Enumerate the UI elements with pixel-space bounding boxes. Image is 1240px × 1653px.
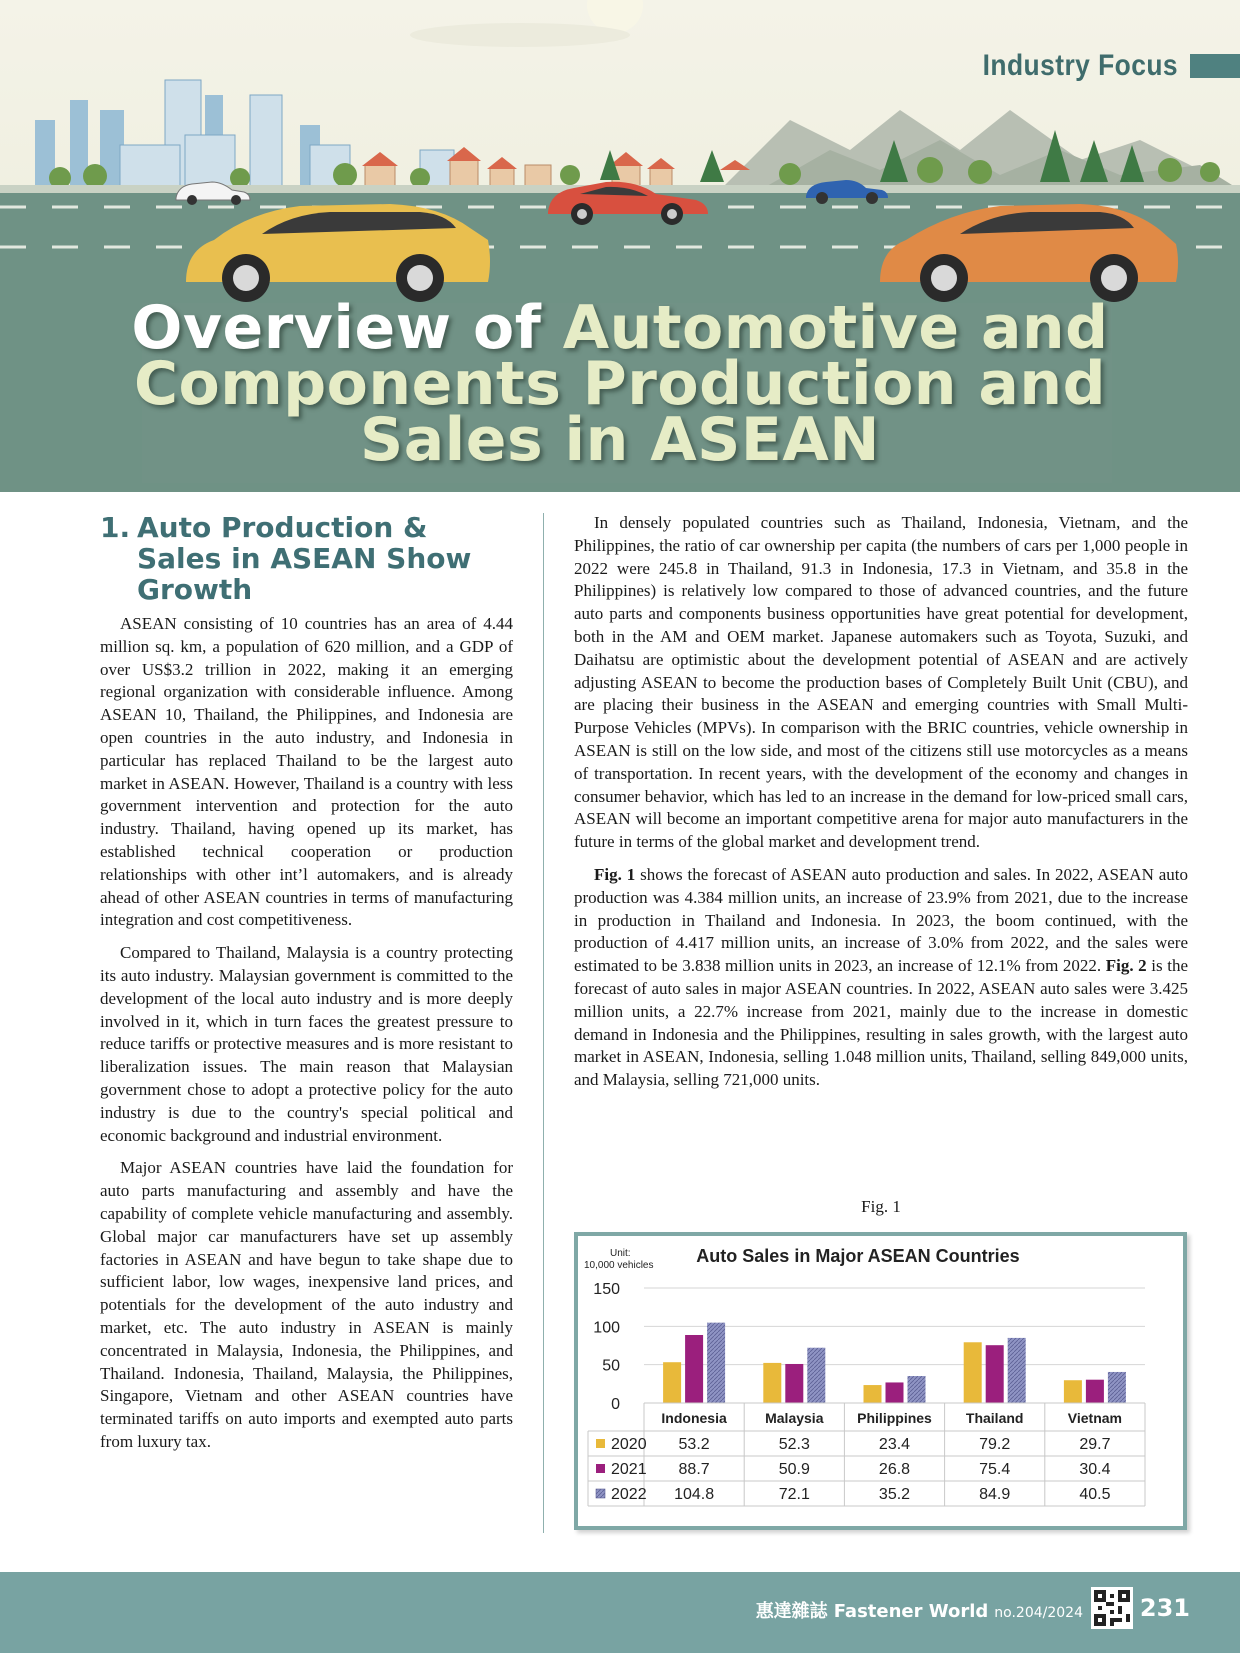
data-value-label: 40.5 [1079,1486,1111,1503]
right-column [574,512,1188,1102]
bar-2022-thailand [1008,1338,1026,1403]
y-tick-label: 0 [611,1396,620,1413]
legend-label: 2021 [611,1461,647,1478]
legend-swatch-2021 [596,1464,605,1473]
paragraph: In densely populated countries such as Thailand, Indonesia, Vietnam, and the Philippines, the ratio of car ownership per capita (the numbers of cars per 1,000 people in 2022 were 245.8 in Thailand, 91.3 in Indonesia, 17.3 in Vietnam, and 35.8 in the Philippines) is relatively low compared to those of advanced countries, and the future auto parts and components business opportunities have great potential for development, both in the AM and OEM market. Japanese automakers such as Toyota, Suzuki, and Daihatsu are optimistic about the development potential of ASEAN and are actively adjusting ASEAN to become the production bases of Completely Built Unit (CBU), and are placing their business in the ASEAN and emerging countries with Small Multi-Purpose Vehicles (MPVs). In comparison with the BRIC countries, vehicle ownership in ASEAN is still on the low side, and most of the citizens still use motorcycles as a means of transportation. In recent years, with the development of the economy and changes in consumer behavior, which has led to an increase in the demand for low-priced small cars, ASEAN will become an important competitive arena for major auto manufacturers in the future in terms of the global market and development trend. [574,513,1188,852]
figure-caption: Fig. 1 [861,1197,901,1216]
page-title [120,293,1120,475]
bar-2020-indonesia [663,1362,681,1403]
chart-unit-label: 10,000 vehicles [584,1260,654,1271]
bar-2022-malaysia [807,1348,825,1403]
bar-2020-thailand [964,1342,982,1403]
data-value-label: 30.4 [1079,1461,1111,1478]
bar-2020-malaysia [763,1363,781,1403]
publication-name [756,1597,1083,1623]
page-title-rest: Automotive and Components Production and Sales in ASEAN [133,293,1109,475]
data-value-label: 26.8 [878,1461,911,1478]
y-tick-label: 100 [593,1319,620,1337]
fig1-reference: Fig. 1 [594,864,636,884]
legend-label: 2020 [611,1436,647,1453]
page-number: 231 [1139,1594,1190,1622]
category-label: Malaysia [765,1410,824,1426]
publication-en: Fastener World [833,1601,989,1622]
paragraph: Major ASEAN countries have laid the foundation for auto parts manufacturing and assembly and have the capability of complete vehicle manufacturing and assembly. Global major car manufacturers have set up assembly factories in ASEAN and have begun to take shape due to sufficient labor, low wages, inexpensive land prices, and potentials for the development of the auto industry and market, etc. The auto industry in ASEAN is mainly concentrated in Malaysia, Indonesia, the Philippines, and Thailand. Indonesia, Thailand, Malaysia, the Philippines, Singapore, Vietnam and other ASEAN countries have terminated tariffs on auto imports and exempted auto parts from luxury tax. [100,1158,513,1451]
legend-swatch-2020 [596,1439,605,1448]
category-label: Thailand [965,1410,1024,1426]
column-divider [543,513,544,1533]
bar-2020-philippines [864,1385,882,1403]
fig2-reference: Fig. 2 [1105,956,1147,976]
category-label: Indonesia [661,1410,727,1426]
qr-code-icon [1091,1587,1133,1629]
paragraph-figure-refs [574,864,1188,1092]
chart-title: Auto Sales in Major ASEAN Countries [696,1246,1020,1266]
bar-2022-vietnam [1108,1372,1126,1403]
data-value-label: 104.8 [674,1486,715,1503]
bar-2021-philippines [886,1382,904,1403]
bar-2021-indonesia [685,1335,703,1403]
page-footer [0,1572,1240,1653]
data-value-label: 72.1 [778,1486,810,1503]
hero-banner [0,0,1240,492]
legend-swatch-2022 [596,1489,605,1498]
chart-figure [574,1232,1187,1530]
data-value-label: 35.2 [878,1486,911,1503]
data-value-label: 84.9 [979,1486,1011,1503]
bar-2021-thailand [986,1345,1004,1403]
section-number: 1. [100,511,131,544]
bar-2020-vietnam [1064,1380,1082,1403]
bar-2022-philippines [908,1376,926,1403]
issue-number: no.204/2024 [994,1605,1083,1621]
category-label: Philippines [857,1410,932,1426]
section-tag-bar [1190,54,1240,78]
data-value-label: 75.4 [979,1461,1011,1478]
section-heading [100,512,513,605]
legend-label: 2022 [611,1486,647,1503]
section-heading-text: Auto Production & Sales in ASEAN Show Growth [137,511,472,606]
paragraph-text: shows the forecast of ASEAN auto production and sales. In 2022, ASEAN auto production was 4.384 million units, an increase of 23.9% from 2021, due to the increase in production in Thailand and Indonesia. In 2023, the boom continued, with the production of 4.417 million units, an increase of 3.0% from 2022, and the sales were estimated to be 3.838 million units in 2023, an increase of 12.1% from 2022. [574,864,1189,976]
bar-chart [578,1236,1183,1526]
paragraph: Compared to Thailand, Malaysia is a country protecting its auto industry. Malaysian government is committed to the development of the local auto industry and is more deeply involved in it, which in turn faces the greatest pressure to reduce tariffs or protective measures and is more resistant to liberalization issues. The main reason that Malaysian government chose to adopt a protective policy for the auto industry is due to the country's special political and economic background and industrial environment. [100,943,513,1145]
page-title-white: Overview of [131,293,563,363]
data-value-label: 79.2 [979,1436,1011,1453]
data-value-label: 50.9 [778,1461,810,1478]
paragraph: ASEAN consisting of 10 countries has an area of 4.44 million sq. km, a population of 620 million, and a GDP of over US$3.2 trillion in 2022, making it an emerging regional organization with considerable influence. Among ASEAN 10, Thailand, the Philippines, and Indonesia are open countries in the auto industry, and Indonesia in particular has replaced Thailand to be the largest auto market in ASEAN. However, Thailand is a country with less government intervention and protection for the auto industry. Thailand, having opened up its market, has established technical cooperation or production relationships with other int’l automakers, and is already ahead of other ASEAN countries in terms of manufacturing integration and cost competitiveness. [100,614,513,930]
y-tick-label: 150 [593,1281,620,1298]
data-value-label: 52.3 [778,1436,810,1453]
bar-2021-malaysia [785,1364,803,1403]
y-tick-label: 50 [602,1357,620,1375]
data-value-label: 53.2 [678,1436,710,1453]
section-tag [956,50,1240,82]
section-tag-label: Industry Focus [982,49,1178,82]
bar-2022-indonesia [707,1323,725,1403]
data-value-label: 88.7 [678,1461,710,1478]
category-label: Vietnam [1067,1410,1123,1426]
paragraph-text: is the forecast of auto sales in major ASEAN countries. In 2022, ASEAN auto sales were 3.425 million units, a 22.7% increase from 2021, mainly due to the increase in domestic demand in Indonesia and the Philippines, resulting in sales growth, with the largest auto market in ASEAN, Indonesia, selling 1.048 million units, Thailand, selling 849,000 units, and Malaysia, selling 721,000 units. [574,956,1188,1090]
left-column [100,512,513,1464]
data-value-label: 23.4 [878,1436,911,1453]
data-value-label: 29.7 [1079,1436,1111,1453]
chart-unit-label: Unit: [610,1248,631,1259]
publication-cn: 惠達雜誌 [755,1601,828,1622]
bar-2021-vietnam [1086,1380,1104,1403]
